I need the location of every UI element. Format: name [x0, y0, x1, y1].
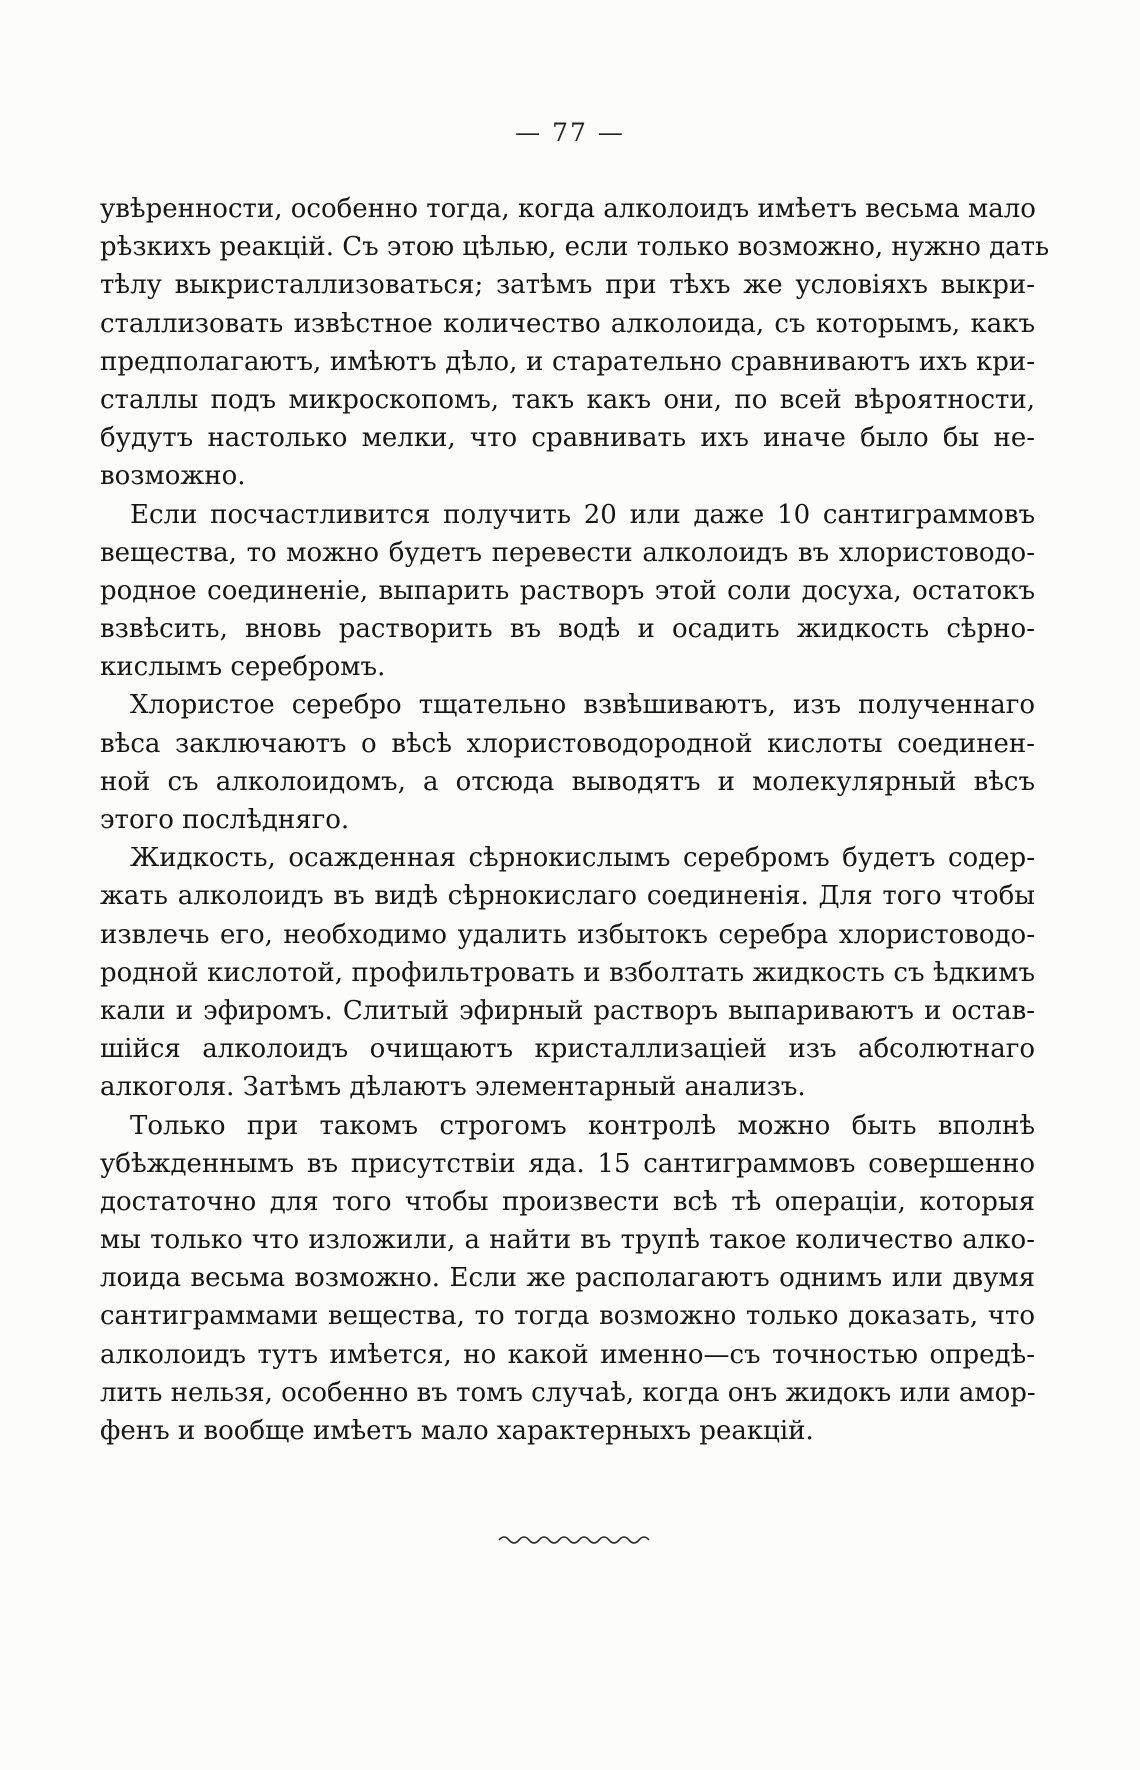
text-line: вѣса заключаютъ о вѣсѣ хлористоводородной кислоты соединен- — [100, 728, 1035, 759]
text-line: Только при такомъ строгомъ контролѣ можно быть вполнѣ — [130, 1110, 1035, 1141]
paragraph-3 — [100, 686, 1035, 839]
paragraph-4 — [100, 839, 1035, 1106]
text-line: лоида весьма возможно. Если же располагаютъ однимъ или двумя — [100, 1263, 1035, 1294]
body-text — [100, 190, 1050, 1450]
text-line: убѣжденнымъ въ присутствіи яда. 15 сантиграммовъ совершенно — [100, 1148, 1035, 1179]
page-number: — 77 — — [515, 118, 625, 147]
text-line: вещества, то можно будетъ перевести алколоидъ въ хлористоводо- — [100, 537, 1035, 568]
text-line: тѣлу выкристаллизоваться; затѣмъ при тѣхъ же условіяхъ выкри- — [100, 270, 1035, 301]
text-line: Жидкость, осажденная сѣрнокислымъ серебромъ будетъ содер- — [130, 843, 1035, 874]
text-line: жать алколоидъ въ видѣ сѣрнокислаго соединенія. Для того чтобы — [100, 881, 1035, 912]
text-line: кали и эфиромъ. Слитый эфирный растворъ выпариваютъ и остав- — [100, 995, 1035, 1026]
text-line: достаточно для того чтобы произвести всѣ тѣ операціи, которыя — [100, 1186, 1035, 1217]
text-line: предполагаютъ, имѣютъ дѣло, и старательно сравниваютъ ихъ кри- — [100, 346, 1035, 377]
text-line: лить нельзя, особенно въ томъ случаѣ, когда онъ жидокъ или амор- — [100, 1377, 1036, 1408]
text-line: шійся алколоидъ очищаютъ кристаллизаціей изъ абсолютнаго — [100, 1034, 1035, 1065]
text-line: родное соединеніе, выпарить растворъ этой соли досуха, остатокъ — [100, 575, 1035, 606]
text-line: алколоидъ тутъ имѣется, но какой именно—съ точностью опредѣ- — [100, 1339, 1035, 1370]
text-line: кислымъ серебромъ. — [100, 652, 386, 683]
text-line: алкоголя. Затѣмъ дѣлаютъ элементарный анализъ. — [100, 1072, 806, 1103]
wavy-line-ornament-icon — [495, 1528, 655, 1550]
text-line: родной кислотой, профильтровать и взболтать жидкость съ ѣдкимъ — [100, 957, 1035, 988]
text-line: рѣзкихъ реакцій. Съ этою цѣлью, если только возможно, нужно дать — [100, 232, 1050, 263]
paragraph-2 — [100, 496, 1035, 687]
text-line: фенъ и вообще имѣетъ мало характерныхъ реакцій. — [100, 1416, 814, 1446]
text-line: увѣренности, особенно тогда, когда алколоидъ имѣетъ весьма мало — [100, 194, 1036, 224]
text-line: этого послѣдняго. — [100, 805, 350, 835]
text-line: извлечь его, необходимо удалить избытокъ серебра хлористоводо- — [100, 919, 1035, 950]
text-line: сталлы подъ микроскопомъ, такъ какъ они, по всей вѣроятности, — [100, 384, 1035, 415]
text-line: взвѣсить, вновь растворить въ водѣ и осадить жидкость сѣрно- — [100, 614, 1035, 645]
text-line: возможно. — [100, 461, 246, 492]
text-line: сталлизовать извѣстное количество алколоида, съ которымъ, какъ — [100, 308, 1035, 339]
text-line: сантиграммами вещества, то тогда возможно только доказать, что — [100, 1301, 1035, 1332]
text-line: Если посчастливится получить 20 или даже 10 сантиграммовъ — [130, 499, 1035, 530]
text-line: мы только что изложили, а найти въ трупѣ такое количество алко- — [100, 1225, 1035, 1256]
text-line: Хлористое серебро тщательно взвѣшиваютъ, изъ полученнаго — [130, 690, 1035, 721]
text-line: ной съ алколоидомъ, а отсюда выводятъ и молекулярный вѣсъ — [100, 766, 1035, 797]
paragraph-5 — [100, 1107, 1035, 1451]
text-line: будутъ настолько мелки, что сравнивать ихъ иначе было бы не- — [100, 423, 1035, 454]
paragraph-1 — [100, 190, 1050, 496]
